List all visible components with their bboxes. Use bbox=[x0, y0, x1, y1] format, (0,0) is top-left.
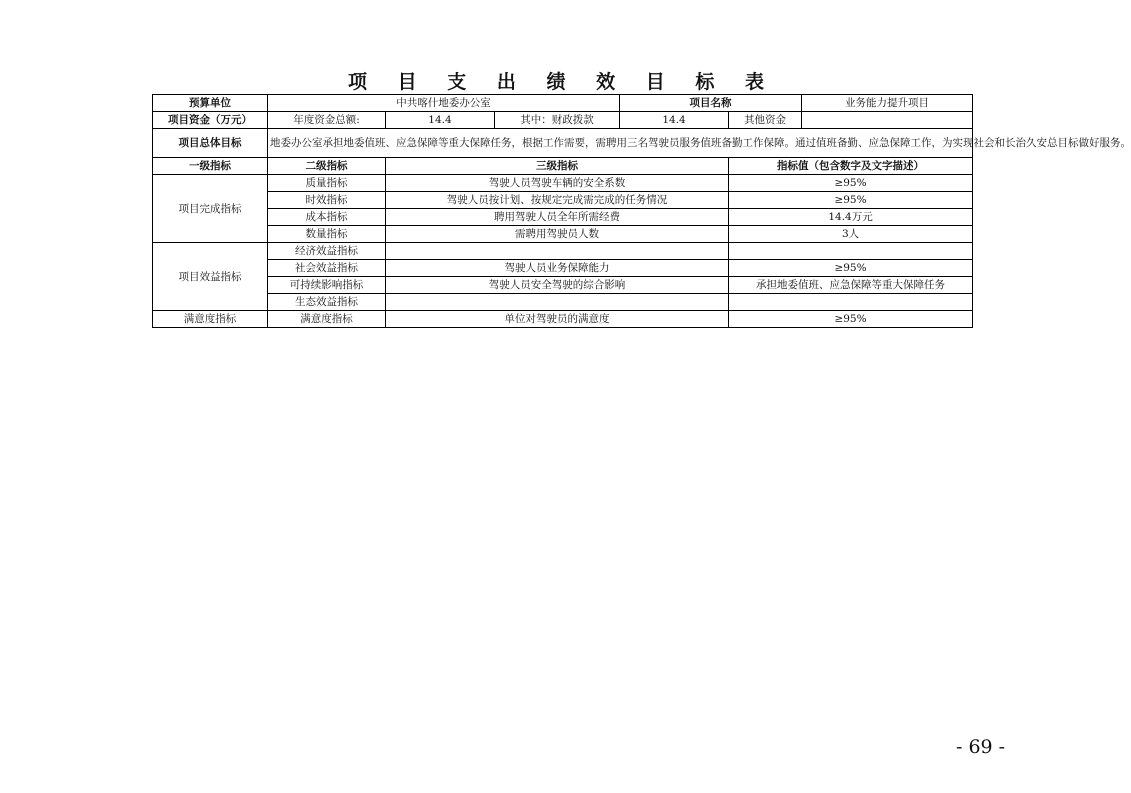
level2-cell: 数量指标 bbox=[268, 226, 386, 243]
table-row bbox=[153, 175, 973, 192]
level3-cell: 驾驶人员按计划、按规定完成需完成的任务情况 bbox=[386, 192, 729, 209]
table-row bbox=[153, 294, 973, 311]
column-header-level1: 一级指标 bbox=[153, 158, 268, 175]
annual-total-label: 年度资金总额: bbox=[268, 112, 386, 129]
level2-cell: 经济效益指标 bbox=[268, 243, 386, 260]
goal-row bbox=[153, 129, 973, 158]
table-row bbox=[153, 311, 973, 328]
value-cell: ≥95% bbox=[729, 192, 973, 209]
budget-unit-value: 中共喀什地委办公室 bbox=[268, 95, 620, 112]
level2-cell: 社会效益指标 bbox=[268, 260, 386, 277]
level1-cell: 项目完成指标 bbox=[153, 175, 268, 243]
level2-cell: 可持续影响指标 bbox=[268, 277, 386, 294]
funds-row bbox=[153, 112, 973, 129]
page-number: - 69 - bbox=[956, 736, 1006, 758]
level2-cell: 成本指标 bbox=[268, 209, 386, 226]
level3-cell: 驾驶人员业务保障能力 bbox=[386, 260, 729, 277]
column-header-row bbox=[153, 158, 973, 175]
level3-cell bbox=[386, 243, 729, 260]
budget-unit-label: 预算单位 bbox=[153, 95, 268, 112]
fiscal-label: 其中：财政拨款 bbox=[495, 112, 620, 129]
fiscal-value: 14.4 bbox=[620, 112, 729, 129]
level3-cell: 单位对驾驶员的满意度 bbox=[386, 311, 729, 328]
table-row bbox=[153, 277, 973, 294]
goal-value: 地委办公室承担地委值班、应急保障等重大保障任务，根据工作需要，需聘用三名驾驶员服务值班备勤工作保障。通过值班备勤、应急保障工作，为实现社会和长治久安总目标做好服务。 bbox=[268, 129, 973, 158]
value-cell: ≥95% bbox=[729, 175, 973, 192]
level3-cell bbox=[386, 294, 729, 311]
budget-unit-row bbox=[153, 95, 973, 112]
column-header-value: 指标值（包含数字及文字描述） bbox=[729, 158, 973, 175]
level2-cell: 生态效益指标 bbox=[268, 294, 386, 311]
table-row bbox=[153, 260, 973, 277]
project-name-label: 项目名称 bbox=[620, 95, 802, 112]
annual-total-value: 14.4 bbox=[386, 112, 495, 129]
level2-cell: 质量指标 bbox=[268, 175, 386, 192]
level1-cell: 项目效益指标 bbox=[153, 243, 268, 311]
column-header-level2: 二级指标 bbox=[268, 158, 386, 175]
table-row bbox=[153, 192, 973, 209]
funds-label: 项目资金（万元） bbox=[153, 112, 268, 129]
value-cell: 3人 bbox=[729, 226, 973, 243]
level2-cell: 满意度指标 bbox=[268, 311, 386, 328]
performance-target-table bbox=[152, 94, 1131, 328]
goal-label: 项目总体目标 bbox=[153, 129, 268, 158]
other-funds-value bbox=[802, 112, 973, 129]
level3-cell: 聘用驾驶人员全年所需经费 bbox=[386, 209, 729, 226]
level2-cell: 时效指标 bbox=[268, 192, 386, 209]
value-cell: 14.4万元 bbox=[729, 209, 973, 226]
table-row bbox=[153, 226, 973, 243]
level3-cell: 驾驶人员安全驾驶的综合影响 bbox=[386, 277, 729, 294]
table-row bbox=[153, 243, 973, 260]
other-funds-label: 其他资金 bbox=[729, 112, 802, 129]
table-row bbox=[153, 209, 973, 226]
value-cell bbox=[729, 294, 973, 311]
project-name-value: 业务能力提升项目 bbox=[802, 95, 973, 112]
value-cell: 承担地委值班、应急保障等重大保障任务 bbox=[729, 277, 973, 294]
level3-cell: 驾驶人员驾驶车辆的安全系数 bbox=[386, 175, 729, 192]
column-header-level3: 三级指标 bbox=[386, 158, 729, 175]
value-cell bbox=[729, 243, 973, 260]
value-cell: ≥95% bbox=[729, 260, 973, 277]
level1-cell: 满意度指标 bbox=[153, 311, 268, 328]
table-title: 项 目 支 出 绩 效 目 标 表 bbox=[348, 71, 776, 93]
value-cell: ≥95% bbox=[729, 311, 973, 328]
level3-cell: 需聘用驾驶员人数 bbox=[386, 226, 729, 243]
